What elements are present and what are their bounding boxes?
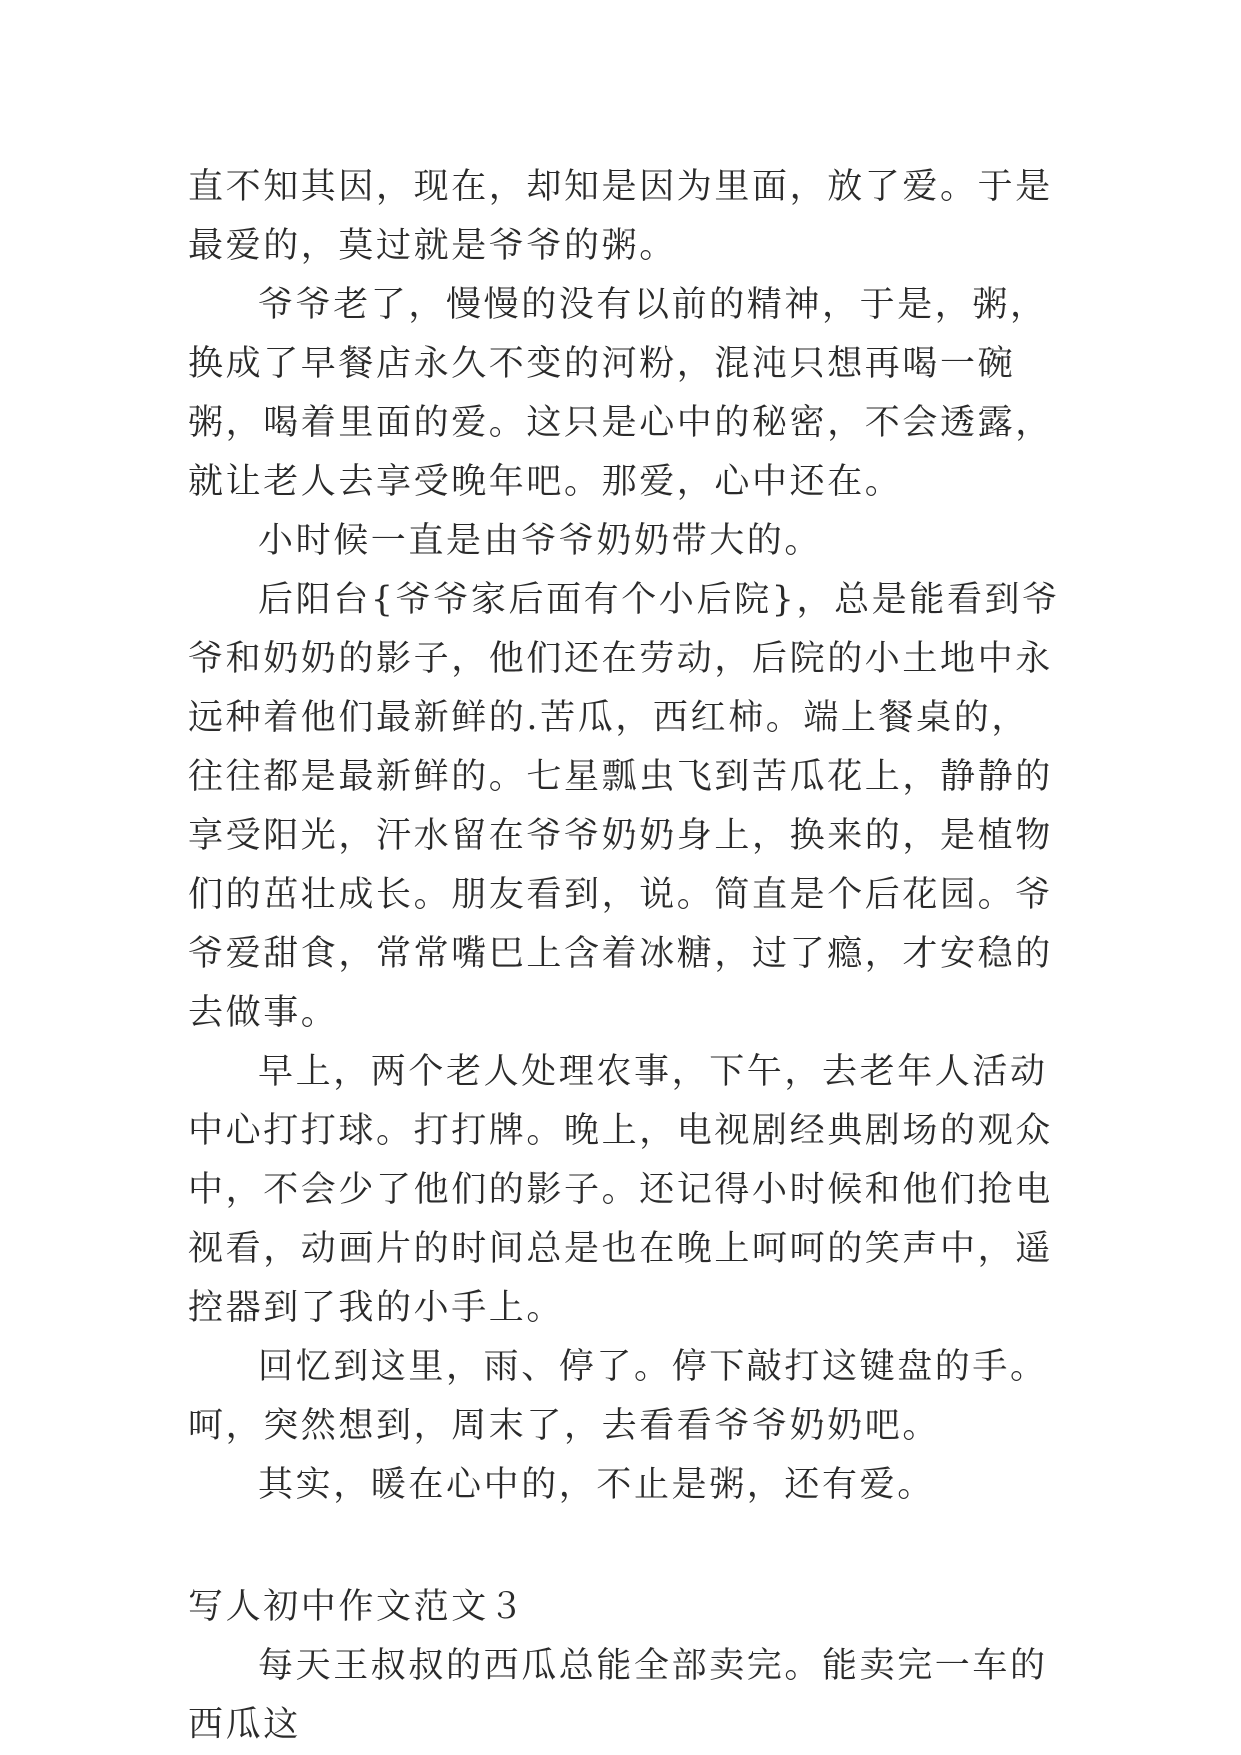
paragraph: 每天王叔叔的西瓜总能全部卖完。能卖完一车的西瓜这 (188, 1646, 1048, 1745)
paragraph: 后阳台{爷爷家后面有个小后院}，总是能看到爷爷和奶奶的影子，他们还在劳动，后院的小土地中永远种着他们最新鲜的.苦瓜，西红柿。端上餐桌的，往往都是最新鲜的。七星瓢虫飞到苦瓜花上，静静的享受阳光，汗水留在爷爷奶奶身上，换来的，是植物们的茁壮成长。朋友看到，说。简直是个后花园。爷爷爱甜食，常常嘴巴上含着冰糖，过了瘾，才安稳的去做事。 (188, 580, 1060, 1033)
paragraph: 回忆到这里，雨、停了。停下敲打这键盘的手。呵，突然想到，周末了，去看看爷爷奶奶吧。 (188, 1347, 1048, 1446)
document-body (188, 158, 1062, 1755)
paragraph: 爷爷老了，慢慢的没有以前的精神，于是，粥，换成了早餐店永久不变的河粉，混沌只想再喝一碗粥，喝着里面的爱。这只是心中的秘密，不会透露，就让老人去享受晚年吧。那爱，心中还在。 (188, 285, 1053, 502)
paragraph: 小时候一直是由爷爷奶奶带大的。 (258, 521, 823, 561)
paragraph: 早上，两个老人处理农事，下午，去老年人活动中心打打球。打打牌。晚上，电视剧经典剧场的观众中，不会少了他们的影子。还记得小时候和他们抢电视看，动画片的时间总是也在晚上呵呵的笑声中，遥控器到了我的小手上。 (188, 1052, 1053, 1328)
paragraph-continued: 直不知其因，现在，却知是因为里面，放了爱。于是最爱的，莫过就是爷爷的粥。 (188, 167, 1053, 266)
section-title: 写人初中作文范文３ (188, 1587, 527, 1627)
paragraph: 其实，暖在心中的，不止是粥，还有爱。 (258, 1465, 935, 1505)
